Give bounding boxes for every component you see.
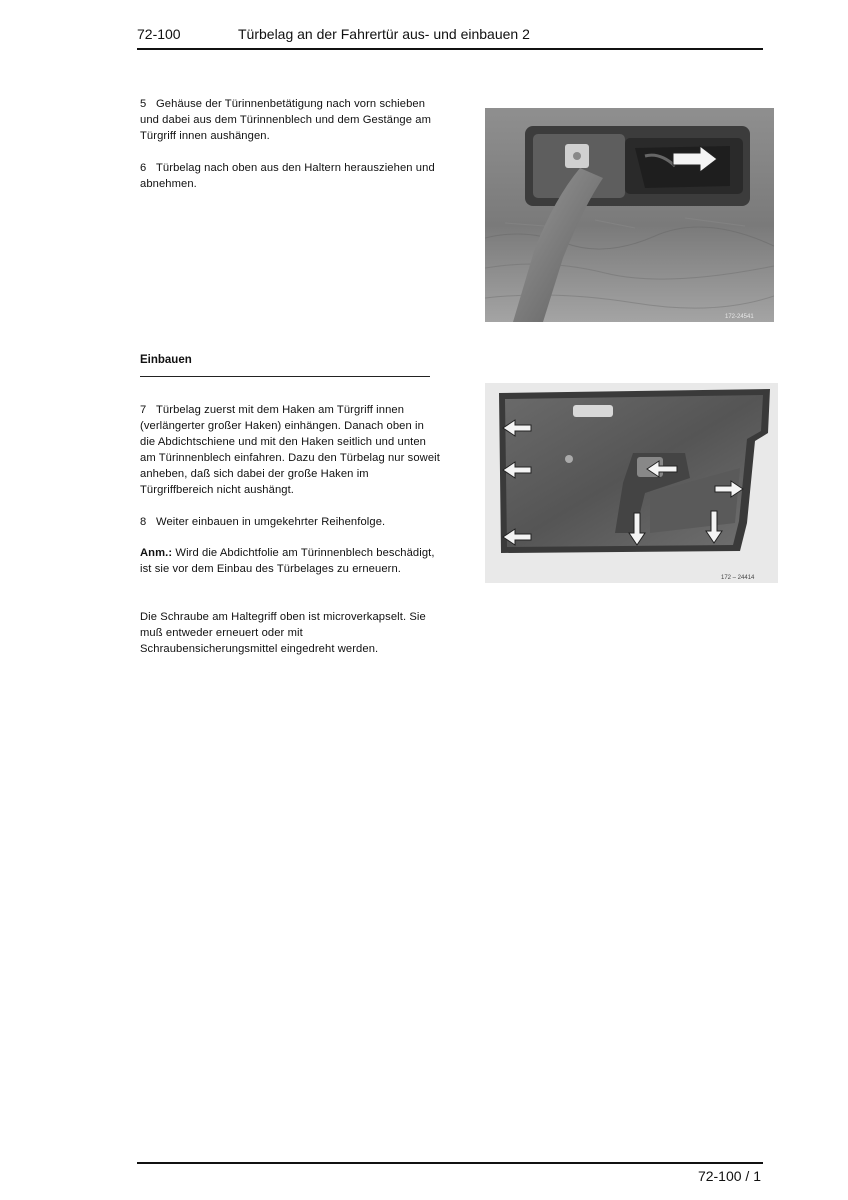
step-8 bbox=[140, 514, 440, 530]
step-6-text: Türbelag nach oben aus den Haltern herausziehen und abnehmen. bbox=[140, 162, 435, 190]
header-title: Türbelag an der Fahrertür aus- und einbauen 2 bbox=[238, 26, 530, 42]
step-8-number: 8 bbox=[140, 516, 147, 528]
heading-divider bbox=[140, 376, 430, 377]
step-7-number: 7 bbox=[140, 404, 147, 416]
note bbox=[140, 545, 440, 577]
step-5 bbox=[140, 96, 440, 144]
step-7-text: Türbelag zuerst mit dem Haken am Türgriff innen (verlängerter großer Haken) einhängen. Danach oben in die Abdichtschiene und mit den Haken seitlich und unten am Türinnenblech einfahren. Dazu den Türbelag nur soweit anheben, daß sich dabei der große Haken im Türgriffbereich nicht aushängt. bbox=[140, 404, 440, 496]
step-5-text: Gehäuse der Türinnenbetätigung nach vorn schieben und dabei aus dem Türinnenblech und dem Gestänge am Türgriff innen aushängen. bbox=[140, 98, 431, 142]
step-8-text: Weiter einbauen in umgekehrter Reihenfolge. bbox=[156, 516, 386, 528]
page-header bbox=[137, 24, 763, 50]
figure-door-panel-photo bbox=[485, 383, 778, 583]
footer-divider bbox=[137, 1162, 763, 1164]
footer-page-number: 72-100 / 1 bbox=[697, 1168, 761, 1184]
note-label: Anm.: bbox=[140, 547, 173, 559]
note-text: Wird die Abdichtfolie am Türinnenblech beschädigt, ist sie vor dem Einbau des Türbelages zu erneuern. bbox=[140, 547, 435, 575]
header-doc-number: 72-100 bbox=[137, 26, 181, 42]
figure-2-code: 172 – 24414 bbox=[721, 575, 755, 581]
section-heading-einbauen: Einbauen bbox=[140, 354, 192, 366]
step-7 bbox=[140, 402, 440, 498]
figure-1-code: 172-24541 bbox=[725, 314, 754, 320]
step-6-number: 6 bbox=[140, 162, 147, 174]
figure-door-handle-photo bbox=[485, 108, 774, 322]
screw-note: Die Schraube am Haltegriff oben ist microverkapselt. Sie muß entweder erneuert oder mit Schraubensicherungsmittel eingedreht werden. bbox=[140, 611, 426, 655]
step-5-number: 5 bbox=[140, 98, 147, 110]
step-6 bbox=[140, 160, 440, 192]
